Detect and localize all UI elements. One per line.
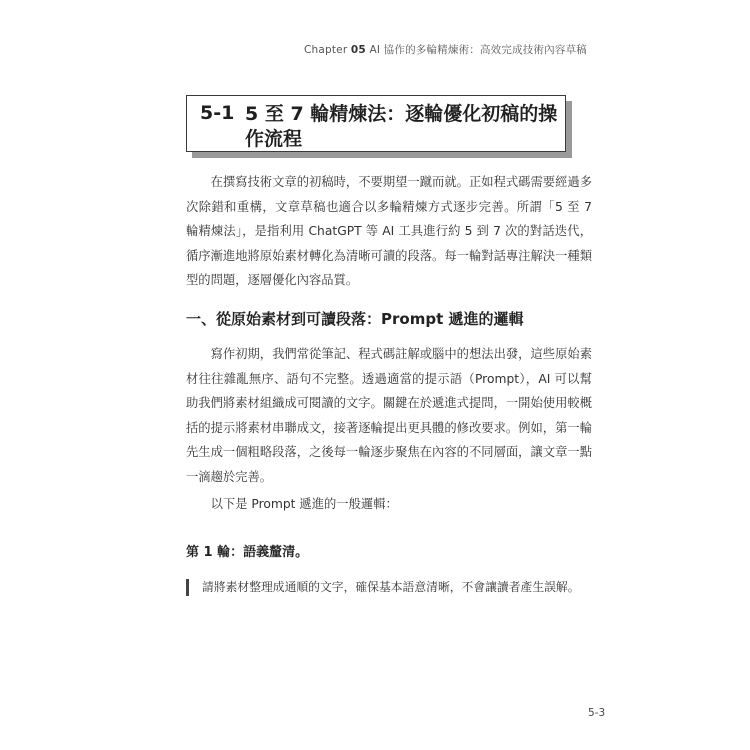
intro-paragraph: 在撰寫技術文章的初稿時，不要期望一蹴而就。正如程式碼需要經過多次除錯和重構，文章草稿也適合以多輪精煉方式逐步完善。所謂「5 至 7 輪精煉法」，是指利用 ChatGPT 等 AI 工具進行約 5 到 7 次的對話迭代，循序漸進地將原始素材轉化為清晰可讀的段落。每一輪對話專注解決一種類型的問題，逐層優化內容品質。 [186, 175, 592, 287]
section-number: 5-1 [200, 102, 235, 124]
chapter-number: 05 [350, 44, 366, 56]
running-header [304, 42, 587, 57]
prompt-quote: 請將素材整理成通順的文字，確保基本語意清晰，不會讓讀者產生誤解。 [186, 579, 580, 596]
chapter-title: AI 協作的多輪精煉術：高效完成技術內容草稿 [369, 44, 587, 56]
section-title: 5 至 7 輪精煉法：逐輪優化初稿的操作流程 [245, 103, 558, 150]
page-number: 5-3 [588, 707, 606, 719]
round-1-heading: 第 1 輪：語義釐清。 [186, 545, 309, 560]
section-title-box [186, 95, 566, 152]
followup-line: 以下是 Prompt 遞進的一般邏輯： [210, 497, 398, 511]
chapter-label: Chapter [303, 44, 348, 56]
subsection-paragraph: 寫作初期，我們常從筆記、程式碼註解或腦中的想法出發，這些原始素材往往雜亂無序、語句不完整。透過適當的提示語（Prompt），AI 可以幫助我們將素材組織成可閱讀的文字。關鍵在於遞進式提問，一開始使用較概括的提示將素材串聯成文，接著逐輪提出更具體的修改要求。例如，第一輪先生成一個粗略段落，之後每一輪逐步聚焦在內容的不同層面，讓文章一點一滴趨於完善。 [186, 347, 592, 484]
subsection-heading: 一、從原始素材到可讀段落：Prompt 遞進的邏輯 [186, 310, 524, 328]
